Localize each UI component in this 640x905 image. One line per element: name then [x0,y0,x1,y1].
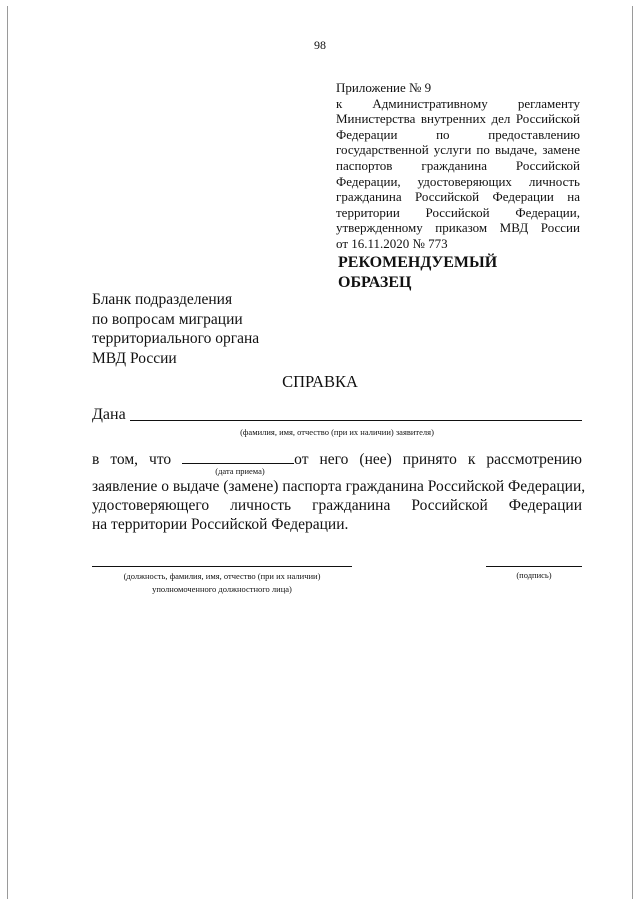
applicant-name-field[interactable] [130,420,582,421]
annex-line-7: Федерации, удостоверяющих личность [336,173,580,189]
annex-line-2: к Административному регламенту [336,95,580,111]
annex-line-10: утвержденному приказом МВД России [336,220,580,236]
issuer-block: Бланк подразделения по вопросам миграции территориального органа МВД России [92,291,260,367]
body-line-1: в том, что от него (нее) принято к рассмотрению [92,451,582,468]
body-line-4: на территории Российской Федерации. [92,516,349,533]
page-number: 98 [314,38,326,52]
annex-line-3: Министерства внутренних дел Российской [336,111,580,127]
body-line-2: заявление о выдаче (замене) паспорта гражданина Российской Федерации, [92,478,586,495]
signature-field[interactable] [486,566,582,567]
applicant-name-caption: (фамилия, имя, отчество (при их наличии) заявителя) [240,427,434,437]
official-caption: (должность, фамилия, имя, отчество (при их наличии) уполномоченного должностного лица) [123,571,321,594]
annex-line-9: территории Российской Федерации, [336,204,580,220]
issued-to-label: Дана [92,406,126,423]
annex-line-1: Приложение № 9 [336,80,432,95]
annex-line-4: Федерации по предоставлению [336,126,580,142]
annex-line-11: от 16.11.2020 № 773 [336,235,448,251]
annex-line-6: паспортов гражданина Российской [336,157,580,173]
document-title: СПРАВКА [282,372,358,391]
receipt-date-caption: (дата приема) [215,466,265,476]
certificate-body [92,450,586,534]
body-line-3: удостоверяющего личность гражданина Российской Федерации [92,497,582,514]
annex-block [336,80,580,252]
annex-line-8: гражданина Российской Федерации на [336,189,580,205]
recommended-sample-stamp: РЕКОМЕНДУЕМЫЙ ОБРАЗЕЦ [338,254,498,291]
issued-to-row [92,406,582,424]
annex-line-5: государственной услуги по выдаче, замене [336,142,580,158]
receipt-date-field[interactable]: от [182,450,308,469]
signature-caption: (подпись) [516,570,552,580]
official-name-field[interactable] [92,566,352,567]
